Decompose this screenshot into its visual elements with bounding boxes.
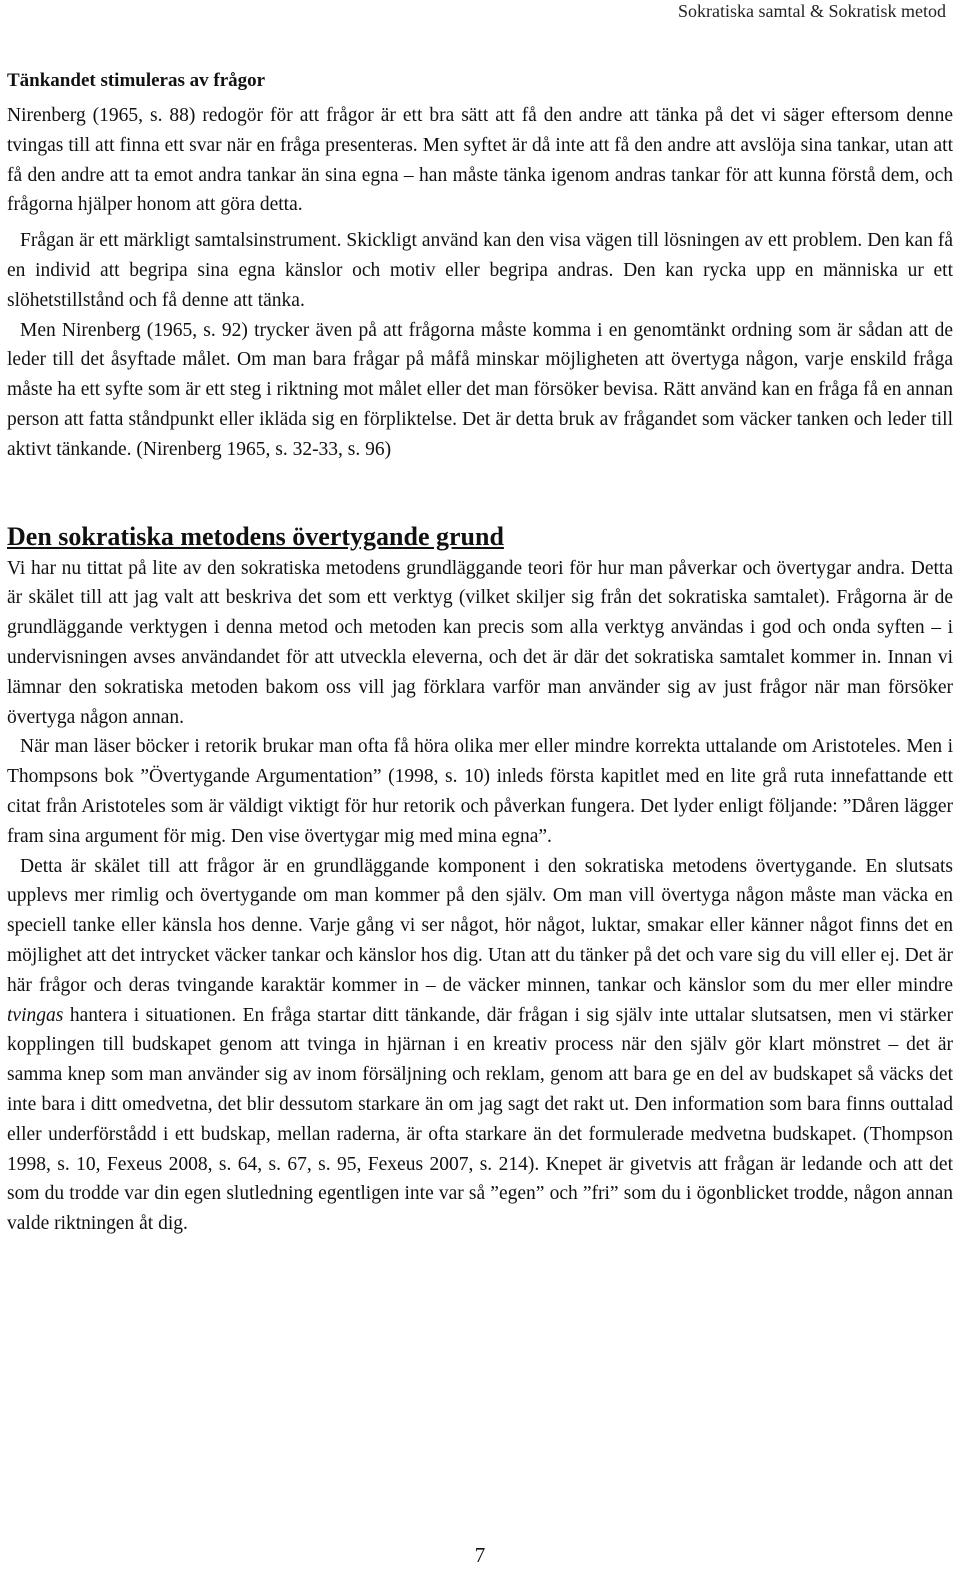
section-heading-thinking: Tänkandet stimuleras av frågor [7, 70, 266, 91]
body-paragraph [7, 852, 953, 1239]
emphasis-text: tvingas [7, 1004, 64, 1026]
body-paragraph: När man läser böcker i retorik brukar man ofta få höra olika mer eller mindre korrekta uttalande om Aristoteles. Men i Thompsons bok ”Övertygande Argumentation” (1998, s. 10) inleds första kapitlet med en lite grå ruta innefattande ett citat från Aristoteles som är väldigt viktigt för hur retorik och påverkan fungera. Det lyder enligt följande: ”Dåren lägger fram sina argument för mig. Den vise övertygar mig med mina egna”. [7, 736, 953, 847]
body-paragraph: Frågan är ett märkligt samtalsinstrument. Skickligt använd kan den visa vägen till lösningen av ett problem. Den kan få en individ att begripa sina egna känslor och motiv eller begripa andras. Den kan rycka upp en människa ur ett slöhetstillstånd och få denne att tänka. [7, 230, 953, 311]
paragraph-text: Detta är skälet till att frågor är en grundläggande komponent i den sokratiska metodens övertygande. En slutsats upplevs mer rimlig och övertygande om man kommer på den själv. Om man vill övertyga någon måste man väcka en speciell tanke eller känsla hos denne. Varje gång vi ser något, hör något, luktar, smakar eller känner något finns det en möjlighet att det intrycket väcker tankar och känslor hos dig. Utan att du tänker på det och vare sig du vill eller ej. Det är här frågor och deras tvingande karaktär kommer in – de väcker minnen, tankar och känslor som du mer eller mindre [7, 855, 953, 996]
body-paragraph: Men Nirenberg (1965, s. 92) trycker även på att frågorna måste komma i en genomtänkt ordning som är sådan att de leder till det åsyftade målet. Om man bara frågar på måfå minskar möjligheten att övertyga någon, varje enskild fråga måste ha ett syfte som är ett steg i riktning mot målet eller det man försöker bevisa. Rätt använd kan en fråga få en annan person att fatta ståndpunkt eller ikläda sig en förpliktelse. Det är detta bruk av frågandet som väcker tanken och leder till aktivt tänkande. (Nirenberg 1965, s. 32-33, s. 96) [7, 319, 953, 460]
paragraph-text: hantera i situationen. En fråga startar ditt tänkande, där frågan i sig själv inte uttalar slutsatsen, men vi stärker kopplingen till budskapet genom att tvinga in hjärnan i en kreativ process när den själv gör klart mönstret – det är samma knep som man använder sig av inom försäljning och reklam, genom att bara ge en del av budskapet så väcks det inte bara i ditt omedvetna, det blir dessutom starkare än om jag sagt det rakt ut. Den information som bara finns outtalad eller underförstådd i ett budskap, mellan raderna, är ofta starkare än det formulerade medvetna budskapet. (Thompson 1998, s. 10, Fexeus 2008, s. 64, s. 67, s. 95, Fexeus 2007, s. 214). Knepet är givetvis att frågan är ledande och att det som du trodde var din egen slutledning egentligen inte var så ”egen” och ”fri” som du i ögonblicket trodde, någon annan valde riktningen åt dig. [7, 1004, 953, 1235]
page-number: 7 [474, 1543, 486, 1567]
page-content [7, 66, 953, 1239]
body-paragraph: Vi har nu tittat på lite av den sokratiska metodens grundläggande teori för hur man påverkar och övertygar andra. Detta är skälet till att jag valt att beskriva det som ett verktyg (vilket skiljer sig från det sokratiska samtalet). Frågorna är de grundläggande verktygen i denna metod och metoden kan precis som alla verktyg användas i god och onda syften – i undervisningen avses användandet för att utveckla eleverna, och det är där det sokratiska samtalet kommer in. Innan vi lämnar den sokratiska metoden bakom oss vill jag förklara varför man använder sig av just frågor när man försöker övertyga någon annan. [7, 557, 953, 728]
body-paragraph: Nirenberg (1965, s. 88) redogör för att frågor är ett bra sätt att få den andre att tänka på det vi säger eftersom denne tvingas till att finna ett svar när en fråga presenteras. Men syftet är då inte att få den andre att avslöja sina tankar, utan att få den andre att ta emot andra tankar än sina egna – han måste tänka igenom andras tankar för att kunna förstå dem, och frågorna hjälper honom att göra detta. [7, 105, 953, 216]
section-heading-socratic-method: Den sokratiska metodens övertygande grund [7, 521, 504, 551]
running-header: Sokratiska samtal & Sokratisk metod [678, 1, 946, 21]
